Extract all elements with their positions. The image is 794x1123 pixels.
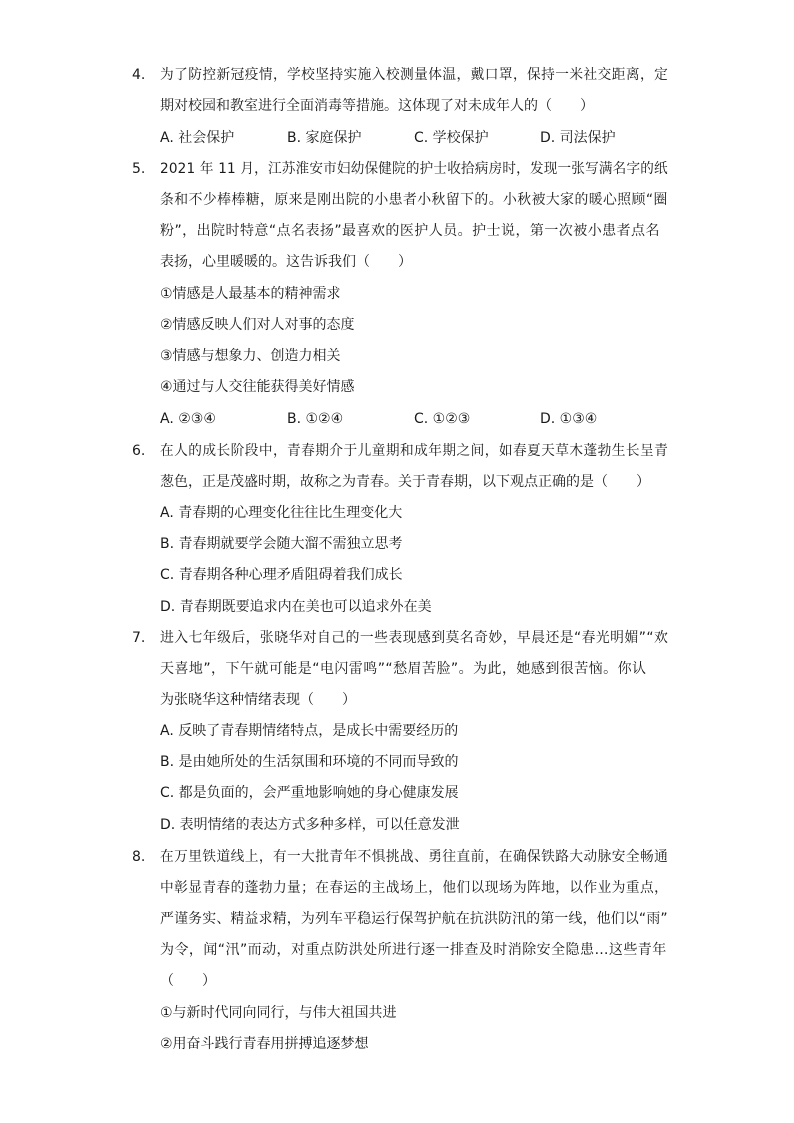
question-text-line: （ ） (160, 973, 216, 989)
question-text-line: 在万里铁道线上，有一大批青年不惧挑战、勇往直前，在确保铁路大动脉安全畅通 (160, 849, 669, 865)
option-d: D. ①③④ (540, 411, 598, 427)
option-a: A. 反映了青春期情绪特点，是成长中需要经历的 (160, 723, 459, 739)
question-text-line: 天喜地”，下午就可能是“电闪雷鸣”“愁眉苦脸”。为此，她感到很苦恼。你认 (160, 661, 647, 677)
question-text-line: 中彰显青春的蓬勃力量；在春运的主战场上，他们以现场为阵地，以作业为重点， (160, 880, 669, 896)
question-text-line: 在人的成长阶段中，青春期介于儿童期和成年期之间，如春夏天草木蓬勃生长呈青 (160, 443, 669, 459)
option-c: C. 青春期各种心理矛盾阻碍着我们成长 (160, 567, 403, 583)
option-b: B. 青春期就要学会随大溜不需独立思考 (160, 536, 403, 552)
statement-1: ①与新时代同向同行，与伟大祖国共进 (160, 1005, 397, 1021)
question-number: 6. (132, 443, 146, 459)
option-d: D. 司法保护 (540, 130, 616, 146)
question-text-line: 表扬，心里暖暖的。这告诉我们（ ） (160, 254, 412, 270)
question-text-line: 葱色，正是茂盛时期，故称之为青春。关于青春期，以下观点正确的是（ ） (160, 474, 650, 490)
statement-2: ②用奋斗践行青春用拼搏追逐梦想 (160, 1036, 369, 1052)
option-b: B. 家庭保护 (287, 130, 362, 146)
question-number: 8. (132, 849, 146, 865)
question-text-line: 为张晓华这种情绪表现（ ） (160, 692, 356, 708)
statement-3: ③情感与想象力、创造力相关 (160, 348, 341, 364)
question-number: 5. (132, 161, 146, 177)
option-a: A. 社会保护 (160, 130, 235, 146)
option-c: C. ①②③ (414, 411, 471, 427)
option-d: D. 青春期既要追求内在美也可以追求外在美 (160, 599, 432, 615)
question-text-line: 进入七年级后，张晓华对自己的一些表现感到莫名奇妙，早晨还是“春光明媚”“欢 (160, 630, 669, 646)
statement-2: ②情感反映人们对人对事的态度 (160, 317, 355, 333)
option-b: B. 是由她所处的生活氛围和环境的不同而导致的 (160, 754, 459, 770)
option-c: C. 都是负面的，会严重地影响她的身心健康发展 (160, 785, 459, 801)
option-a: A. 青春期的心理变化往往比生理变化大 (160, 505, 403, 521)
statement-4: ④通过与人交往能获得美好情感 (160, 379, 355, 395)
question-text-line: 为了防控新冠疫情，学校坚持实施入校测量体温，戴口罩，保持一米社交距离，定 (160, 67, 669, 83)
option-c: C. 学校保护 (414, 130, 489, 146)
question-number: 7. (132, 630, 146, 646)
option-a: A. ②③④ (160, 411, 216, 427)
question-text-line: 期对校园和教室进行全面消毒等措施。这体现了对未成年人的（ ） (160, 98, 594, 114)
option-b: B. ①②④ (287, 411, 344, 427)
statement-1: ①情感是人最基本的精神需求 (160, 286, 341, 302)
question-text-line: 条和不少棒棒糖，原来是刚出院的小患者小秋留下的。小秋被大家的暖心照顾“圈 (160, 192, 668, 208)
question-text-line: 2021 年 11 月，江苏淮安市妇幼保健院的护士收拾病房时，发现一张写满名字的纸 (160, 161, 668, 177)
question-text-line: 严谨务实、精益求精，为列车平稳运行保驾护航在抗洪防汛的第一线，他们以“雨” (160, 911, 668, 927)
question-text-line: 为令，闻“汛”而动，对重点防洪处所进行逐一排查及时消除安全隐患…这些青年 (160, 942, 667, 958)
option-d: D. 表明情绪的表达方式多种多样，可以任意发泄 (160, 817, 460, 833)
question-number: 4. (132, 67, 146, 83)
question-text-line: 粉”，出院时特意“点名表扬”最喜欢的医护人员。护士说，第一次被小患者点名 (160, 223, 660, 239)
